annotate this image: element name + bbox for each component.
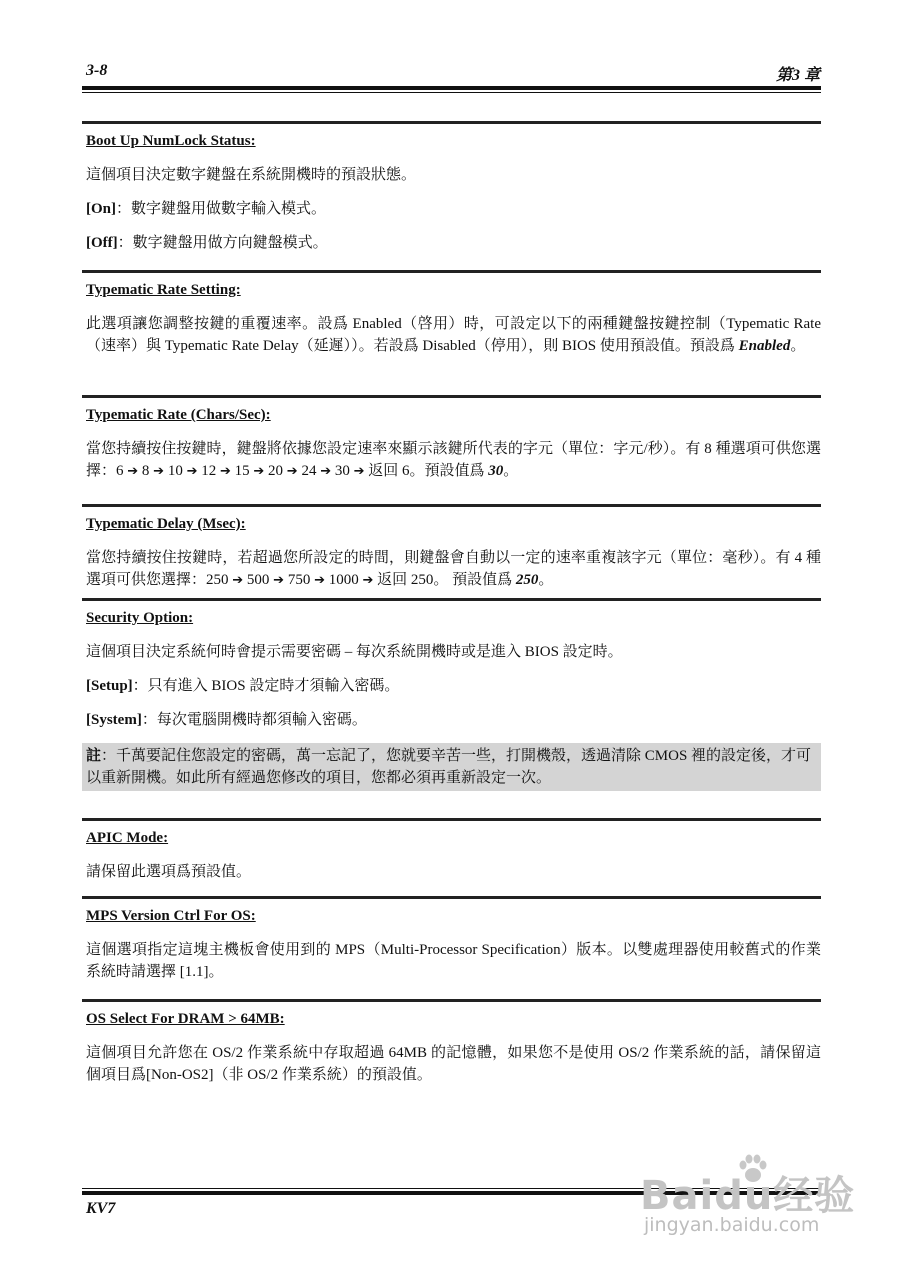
default-value: 30 <box>488 463 504 479</box>
section-description: 這個選項指定這塊主機板會使用到的 MPS（Multi-Processor Specification）版本。以雙處理器使用較舊式的作業系統時請選擇 [1.1]。 <box>86 942 821 980</box>
arrow-right-icon: ➔ <box>186 464 198 479</box>
section-mps <box>82 896 821 983</box>
arrow-right-icon: ➔ <box>219 464 231 479</box>
section-description: 請保留此選項爲預設值。 <box>86 864 252 880</box>
option-on: [On]：數字鍵盤用做數字輸入模式。 <box>86 201 327 217</box>
arrow-right-icon: ➔ <box>232 573 244 588</box>
arrow-right-icon: ➔ <box>273 573 285 588</box>
section-description: 當您持續按住按鍵時，若超過您所設定的時間，則鍵盤會自動以一定的速率重複該字元（單位：毫秒）。有 4 種選項可供您選擇：250 ➔ 500 ➔ 750 ➔ 1000 ➔ 返回 250。 預設值爲 250。 <box>86 550 821 588</box>
section-title: Security Option: <box>86 610 194 626</box>
sequence-value: 30 <box>334 463 354 479</box>
sequence-value: 500 <box>246 572 274 588</box>
sequence-value: 10 <box>167 463 187 479</box>
header-rule <box>82 86 821 93</box>
section-apic <box>82 818 821 883</box>
option-system: [System]：每次電腦開機時都須輸入密碼。 <box>86 712 367 728</box>
password-note: 註：千萬要記住您設定的密碼，萬一忘記了，您就要辛苦一些，打開機殼，透過清除 CMOS 裡的設定後，才可以重新開機。如此所有經過您修改的項目，您都必須再重新設定一次。 <box>82 743 821 791</box>
arrow-right-icon: ➔ <box>153 464 165 479</box>
section-title: Boot Up NumLock Status: <box>86 133 256 149</box>
section-description: 當您持續按住按鍵時，鍵盤將依據您設定速率來顯示該鍵所代表的字元（單位：字元/秒）。有 8 種選項可供您選擇：6 ➔ 8 ➔ 10 ➔ 12 ➔ 15 ➔ 20 ➔ 24 ➔ 30 ➔ 返回 6。預設值爲 30。 <box>86 441 821 479</box>
arrow-right-icon: ➔ <box>320 464 332 479</box>
sequence-value: 24 <box>301 463 321 479</box>
sequence-value: 750 <box>287 572 315 588</box>
arrow-right-icon: ➔ <box>127 464 139 479</box>
section-title: Typematic Rate (Chars/Sec): <box>86 407 271 423</box>
option-sequence <box>206 572 377 588</box>
option-sequence <box>116 463 368 479</box>
section-numlock <box>82 121 821 254</box>
page-number: 3-8 <box>86 62 108 79</box>
arrow-right-icon: ➔ <box>286 464 298 479</box>
arrow-right-icon: ➔ <box>353 464 365 479</box>
sequence-value: 20 <box>268 463 287 479</box>
arrow-right-icon: ➔ <box>253 464 265 479</box>
option-off: [Off]：數字鍵盤用做方向鍵盤模式。 <box>86 235 328 251</box>
section-typematic-setting <box>82 270 821 357</box>
product-name: KV7 <box>86 1200 116 1217</box>
sequence-value: 8 <box>141 463 154 479</box>
default-value: Enabled <box>738 338 791 354</box>
sequence-value: 6 <box>116 463 128 479</box>
chapter-label: 第3 章 <box>775 67 820 84</box>
section-title: Typematic Delay (Msec): <box>86 516 246 532</box>
sequence-value: 1000 <box>328 572 363 588</box>
section-title: OS Select For DRAM > 64MB: <box>86 1011 285 1027</box>
sequence-value: 12 <box>201 463 220 479</box>
section-title: APIC Mode: <box>86 830 169 846</box>
section-typematic-rate <box>82 395 821 483</box>
section-description: 這個項目允許您在 OS/2 作業系統中存取超過 64MB 的記憶體，如果您不是使用 OS/2 作業系統的話，請保留這個項目爲[Non-OS2]（非 OS/2 作業系統）的預設值。 <box>86 1045 821 1083</box>
watermark-logo-text: Baidu经验 <box>640 1173 856 1219</box>
sequence-value: 250 <box>206 572 233 588</box>
section-title: Typematic Rate Setting: <box>86 282 241 298</box>
baidu-watermark <box>640 1150 870 1250</box>
section-security <box>82 598 821 791</box>
section-os-select <box>82 999 821 1086</box>
watermark-url: jingyan.baidu.com <box>644 1214 820 1236</box>
sequence-value: 15 <box>234 463 254 479</box>
arrow-right-icon: ➔ <box>362 573 374 588</box>
section-typematic-delay <box>82 504 821 592</box>
arrow-right-icon: ➔ <box>314 573 325 588</box>
section-description: 這個項目決定系統何時會提示需要密碼 – 每次系統開機時或是進入 BIOS 設定時。 <box>86 644 623 660</box>
option-setup: [Setup]：只有進入 BIOS 設定時才須輸入密碼。 <box>86 678 400 694</box>
section-title: MPS Version Ctrl For OS: <box>86 908 256 924</box>
section-description: 此選項讓您調整按鍵的重覆速率。設爲 Enabled（啓用）時，可設定以下的兩種鍵盤按鍵控制（Typematic Rate（速率）與 Typematic Rate Delay（延遲））。若設爲 Disabled（停用），則 BIOS 使用預設值。預設爲 Enabled。 <box>86 316 821 354</box>
section-description: 這個項目決定數字鍵盤在系統開機時的預設狀態。 <box>86 167 417 183</box>
default-value: 250 <box>515 572 539 588</box>
